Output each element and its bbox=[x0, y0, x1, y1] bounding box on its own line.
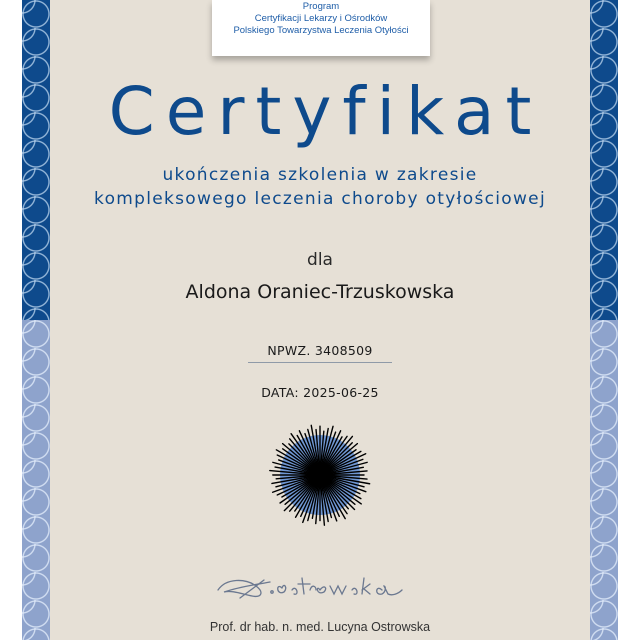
divider-line bbox=[248, 362, 392, 363]
program-header-card bbox=[212, 0, 430, 56]
band-light-section bbox=[590, 320, 618, 640]
band-light-section bbox=[22, 320, 50, 640]
header-line-3: Polskiego Towarzystwa Leczenia Otyłości bbox=[233, 25, 409, 36]
certificate-subtitle bbox=[0, 163, 640, 211]
signature-image bbox=[212, 568, 412, 608]
for-label: dla bbox=[307, 250, 333, 270]
subtitle-line-2: kompleksowego leczenia choroby otyłościowej bbox=[94, 189, 546, 209]
subtitle-line-1: ukończenia szkolenia w zakresie bbox=[162, 165, 478, 185]
signer-name: Prof. dr hab. n. med. Lucyna Ostrowska bbox=[209, 620, 431, 634]
header-line-2: Certyfikacji Lekarzy i Ośrodków bbox=[254, 13, 388, 24]
band-dark-section bbox=[22, 0, 50, 320]
band-dark-section bbox=[590, 0, 618, 320]
header-line-1: Program bbox=[302, 1, 340, 12]
recipient-name: Aldona Oraniec-Trzuskowska bbox=[185, 281, 455, 303]
certificate-title: Certyfikat bbox=[108, 73, 543, 150]
starburst-emblem-icon bbox=[268, 423, 372, 527]
npwz-number: NPWZ. 3408509 bbox=[267, 343, 373, 358]
certificate-date: DATA: 2025-06-25 bbox=[261, 385, 379, 400]
